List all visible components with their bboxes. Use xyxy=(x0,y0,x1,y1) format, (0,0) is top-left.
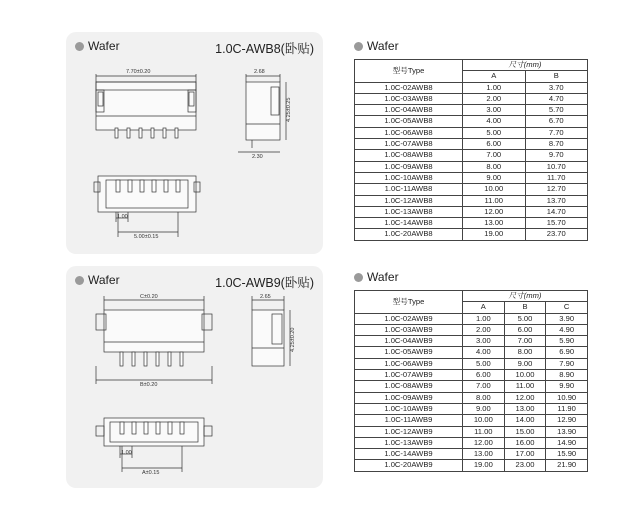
table2-sub-header: C xyxy=(546,302,588,313)
dimension-cell: 9.00 xyxy=(504,358,546,369)
table-row xyxy=(355,336,588,347)
table-row xyxy=(355,161,588,172)
table2-sub-header: B xyxy=(504,302,546,313)
model-cell: 1.0C-10AWB9 xyxy=(355,403,463,414)
dimension-cell: 23.00 xyxy=(504,460,546,471)
dimension-cell: 10.00 xyxy=(463,184,526,195)
table2-model-header: 型号Type xyxy=(355,291,463,314)
model-cell: 1.0C-20AWB9 xyxy=(355,460,463,471)
dimension-cell: 14.00 xyxy=(504,415,546,426)
awb8-pitch-dim: 1.00 xyxy=(117,214,128,220)
awb9-c-dim: C±0.20 xyxy=(140,294,158,300)
dimension-cell: 13.00 xyxy=(463,218,526,229)
table2-sub-header: A xyxy=(463,302,505,313)
table-row xyxy=(355,403,588,414)
awb9-a-dim: A±0.15 xyxy=(142,470,160,476)
model-cell: 1.0C-09AWB8 xyxy=(355,161,463,172)
table-row xyxy=(355,415,588,426)
awb8-panel-title-text: Wafer xyxy=(88,39,120,53)
dimension-cell: 13.00 xyxy=(463,449,505,460)
bullet-dot-icon xyxy=(354,42,363,51)
model-cell: 1.0C-07AWB9 xyxy=(355,370,463,381)
dimension-cell: 4.70 xyxy=(525,93,588,104)
model-cell: 1.0C-14AWB9 xyxy=(355,449,463,460)
table1-title xyxy=(354,39,399,53)
model-cell: 1.0C-03AWB8 xyxy=(355,93,463,104)
dimension-cell: 3.70 xyxy=(525,82,588,93)
model-cell: 1.0C-02AWB8 xyxy=(355,82,463,93)
dimension-cell: 6.00 xyxy=(463,370,505,381)
model-cell: 1.0C-13AWB8 xyxy=(355,206,463,217)
table2-dims-header: 尺寸(mm) xyxy=(463,291,588,302)
dimension-cell: 5.00 xyxy=(463,127,526,138)
awb8-drawing-panel xyxy=(66,32,323,254)
dimension-cell: 23.70 xyxy=(525,229,588,240)
model-cell: 1.0C-20AWB8 xyxy=(355,229,463,240)
model-cell: 1.0C-12AWB9 xyxy=(355,426,463,437)
dimension-cell: 12.70 xyxy=(525,184,588,195)
dimension-cell: 8.70 xyxy=(525,139,588,150)
model-cell: 1.0C-04AWB8 xyxy=(355,105,463,116)
model-cell: 1.0C-02AWB9 xyxy=(355,313,463,324)
model-cell: 1.0C-05AWB8 xyxy=(355,116,463,127)
table-row xyxy=(355,116,588,127)
dimension-cell: 4.00 xyxy=(463,347,505,358)
model-cell: 1.0C-06AWB9 xyxy=(355,358,463,369)
table-row xyxy=(355,449,588,460)
dimension-cell: 15.70 xyxy=(525,218,588,229)
dimension-cell: 3.00 xyxy=(463,336,505,347)
dimension-cell: 5.70 xyxy=(525,105,588,116)
table-row xyxy=(355,347,588,358)
awb9-depth-dim: 2.65 xyxy=(260,294,271,300)
dimension-cell: 9.00 xyxy=(463,403,505,414)
model-cell: 1.0C-11AWB9 xyxy=(355,415,463,426)
table-row xyxy=(355,358,588,369)
model-cell: 1.0C-14AWB8 xyxy=(355,218,463,229)
dimension-cell: 8.00 xyxy=(504,347,546,358)
table-row xyxy=(355,206,588,217)
table-row xyxy=(355,184,588,195)
table-row xyxy=(355,172,588,183)
dimension-cell: 11.90 xyxy=(546,403,588,414)
table1-model-header: 型号Type xyxy=(355,60,463,83)
table-row xyxy=(355,460,588,471)
awb9-spec-table xyxy=(354,290,588,472)
dimension-cell: 2.00 xyxy=(463,93,526,104)
dimension-cell: 11.00 xyxy=(504,381,546,392)
dimension-cell: 12.00 xyxy=(463,437,505,448)
awb8-width-dim: 7.70±0.20 xyxy=(126,69,151,75)
awb8-depth-dim: 2.68 xyxy=(254,69,265,75)
table-row xyxy=(355,127,588,138)
model-cell: 1.0C-08AWB8 xyxy=(355,150,463,161)
dimension-cell: 13.70 xyxy=(525,195,588,206)
table1-title-text: Wafer xyxy=(367,39,399,53)
table-row xyxy=(355,139,588,150)
table-row xyxy=(355,324,588,335)
dimension-cell: 14.70 xyxy=(525,206,588,217)
table-row xyxy=(355,150,588,161)
awb8-spec-table xyxy=(354,59,588,241)
awb8-base-dim: 2.30 xyxy=(252,154,263,160)
dimension-cell: 3.90 xyxy=(546,313,588,324)
table1-sub-header: B xyxy=(525,71,588,82)
dimension-cell: 4.00 xyxy=(463,116,526,127)
dimension-cell: 15.00 xyxy=(504,426,546,437)
dimension-cell: 2.00 xyxy=(463,324,505,335)
awb8-span-dim: 5.00±0.15 xyxy=(134,234,159,240)
dimension-cell: 7.90 xyxy=(546,358,588,369)
awb9-technical-drawing xyxy=(66,266,323,488)
awb9-panel-title-text: Wafer xyxy=(88,273,120,287)
dimension-cell: 10.00 xyxy=(504,370,546,381)
dimension-cell: 13.00 xyxy=(504,403,546,414)
awb8-model-label: 1.0C-AWB8(卧贴) xyxy=(215,42,314,56)
awb9-height-dim: 4.25±0.20 xyxy=(290,327,296,352)
dimension-cell: 10.90 xyxy=(546,392,588,403)
dimension-cell: 7.00 xyxy=(463,150,526,161)
dimension-cell: 5.00 xyxy=(463,358,505,369)
awb8-technical-drawing xyxy=(66,32,323,254)
dimension-cell: 14.90 xyxy=(546,437,588,448)
dimension-cell: 6.00 xyxy=(463,139,526,150)
table-row xyxy=(355,82,588,93)
awb9-model-label: 1.0C-AWB9(卧贴) xyxy=(215,276,314,290)
model-cell: 1.0C-07AWB8 xyxy=(355,139,463,150)
dimension-cell: 8.90 xyxy=(546,370,588,381)
dimension-cell: 21.90 xyxy=(546,460,588,471)
dimension-cell: 19.00 xyxy=(463,460,505,471)
dimension-cell: 1.00 xyxy=(463,82,526,93)
model-cell: 1.0C-04AWB9 xyxy=(355,336,463,347)
dimension-cell: 5.90 xyxy=(546,336,588,347)
dimension-cell: 6.90 xyxy=(546,347,588,358)
dimension-cell: 11.00 xyxy=(463,426,505,437)
table-row xyxy=(355,105,588,116)
table-row xyxy=(355,426,588,437)
dimension-cell: 5.00 xyxy=(504,313,546,324)
dimension-cell: 8.00 xyxy=(463,392,505,403)
dimension-cell: 19.00 xyxy=(463,229,526,240)
model-cell: 1.0C-10AWB8 xyxy=(355,172,463,183)
dimension-cell: 9.70 xyxy=(525,150,588,161)
dimension-cell: 15.90 xyxy=(546,449,588,460)
table2-title xyxy=(354,270,399,284)
dimension-cell: 7.70 xyxy=(525,127,588,138)
model-cell: 1.0C-08AWB9 xyxy=(355,381,463,392)
bullet-dot-icon xyxy=(354,273,363,282)
model-cell: 1.0C-06AWB8 xyxy=(355,127,463,138)
model-cell: 1.0C-03AWB9 xyxy=(355,324,463,335)
table-row xyxy=(355,313,588,324)
dimension-cell: 9.00 xyxy=(463,172,526,183)
model-cell: 1.0C-13AWB9 xyxy=(355,437,463,448)
dimension-cell: 12.00 xyxy=(504,392,546,403)
dimension-cell: 3.00 xyxy=(463,105,526,116)
table-row xyxy=(355,392,588,403)
dimension-cell: 6.70 xyxy=(525,116,588,127)
dimension-cell: 9.90 xyxy=(546,381,588,392)
awb9-pitch-dim: 1.00 xyxy=(121,450,132,456)
dimension-cell: 12.90 xyxy=(546,415,588,426)
dimension-cell: 4.90 xyxy=(546,324,588,335)
dimension-cell: 7.00 xyxy=(504,336,546,347)
table-row xyxy=(355,195,588,206)
awb8-height-dim: 4.25±0.25 xyxy=(286,97,292,122)
awb9-b-dim: B±0.20 xyxy=(140,382,158,388)
table2-title-text: Wafer xyxy=(367,270,399,284)
model-cell: 1.0C-05AWB9 xyxy=(355,347,463,358)
table-row xyxy=(355,437,588,448)
model-cell: 1.0C-12AWB8 xyxy=(355,195,463,206)
dimension-cell: 13.90 xyxy=(546,426,588,437)
table-row xyxy=(355,229,588,240)
dimension-cell: 7.00 xyxy=(463,381,505,392)
dimension-cell: 10.00 xyxy=(463,415,505,426)
dimension-cell: 12.00 xyxy=(463,206,526,217)
dimension-cell: 11.00 xyxy=(463,195,526,206)
model-cell: 1.0C-09AWB9 xyxy=(355,392,463,403)
table-row xyxy=(355,218,588,229)
table-row xyxy=(355,93,588,104)
table1-dims-header: 尺寸(mm) xyxy=(463,60,588,71)
table-row xyxy=(355,381,588,392)
model-cell: 1.0C-11AWB8 xyxy=(355,184,463,195)
awb9-drawing-panel xyxy=(66,266,323,488)
dimension-cell: 8.00 xyxy=(463,161,526,172)
dimension-cell: 6.00 xyxy=(504,324,546,335)
table-row xyxy=(355,370,588,381)
dimension-cell: 11.70 xyxy=(525,172,588,183)
dimension-cell: 16.00 xyxy=(504,437,546,448)
dimension-cell: 10.70 xyxy=(525,161,588,172)
dimension-cell: 1.00 xyxy=(463,313,505,324)
dimension-cell: 17.00 xyxy=(504,449,546,460)
table1-sub-header: A xyxy=(463,71,526,82)
